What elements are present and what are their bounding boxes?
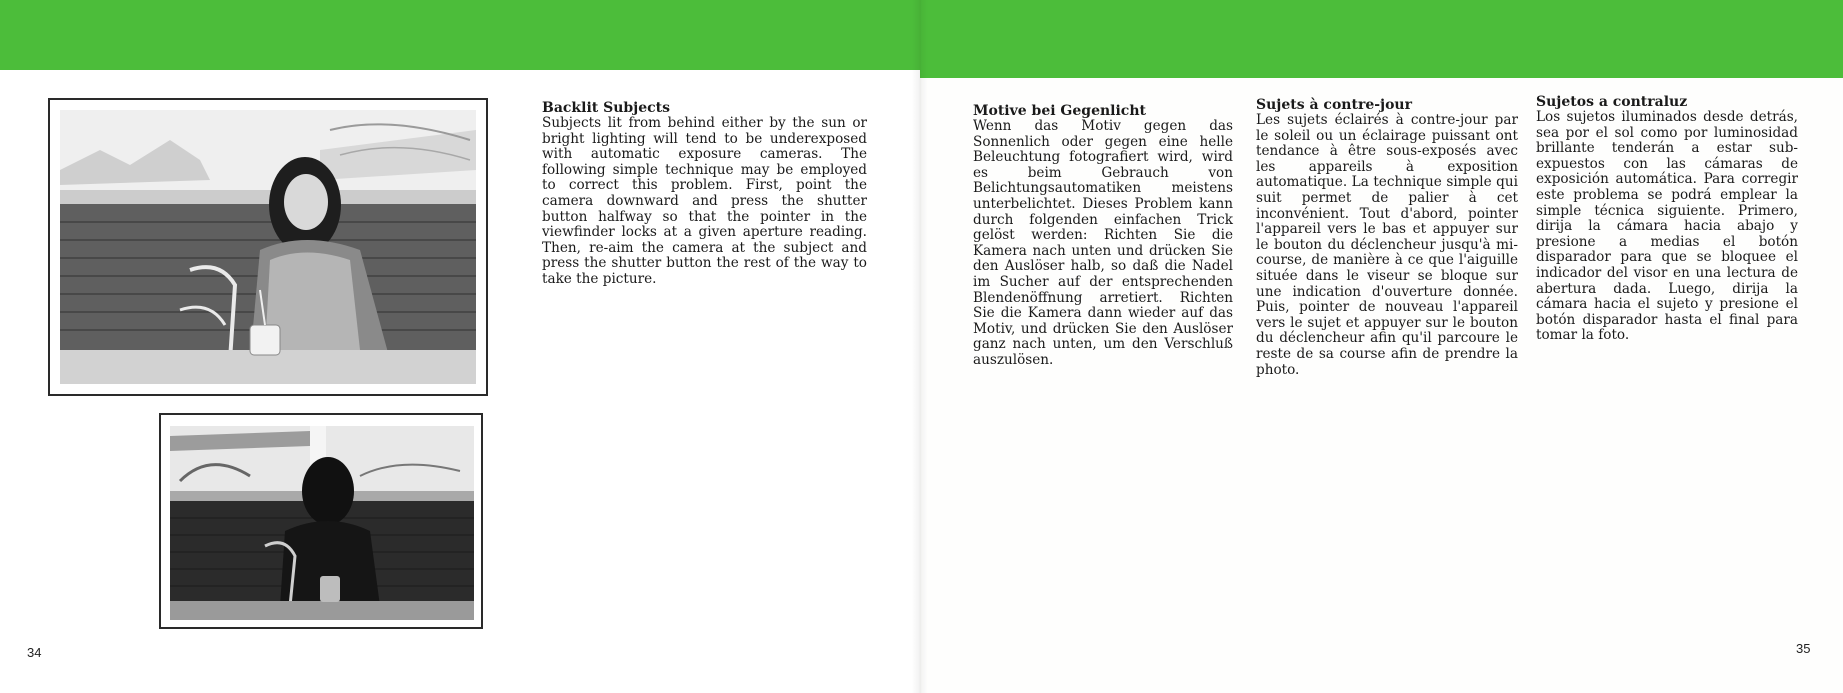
german-heading: Motive bei Gegenlicht (973, 103, 1146, 119)
english-section (542, 100, 867, 288)
german-body: Wenn das Motiv gegen das Sonnenlich oder gegen eine helle Beleuchtung fotografiert wird, wird es beim Gebrauch von Belichtungsautomatiken meistens unterbelichtet. Dieses Problem kann durch folgenden einfachen Trick gelöst werden: Richten Sie die Kamera nach unten und drücken Sie den Auslöser halb, so daß die Nadel im Sucher auf der entsprechenden Blendenöffnung arretiert. Richten Sie die Kamera dann wieder auf das Motiv, und drücken Sie den Auslöser ganz nach unten, um den Verschluß auszulösen. (973, 118, 1233, 368)
left-page (0, 0, 920, 693)
photo-icon (60, 110, 476, 384)
spanish-heading: Sujetos a contraluz (1536, 94, 1688, 110)
french-body: Les sujets éclairés à contre-jour par le soleil ou un éclairage puissant ont tendance à être sous-exposés avec les appareils à exposition automatique. La technique simple qui suit permet de palier à cet inconvénient. Tout d'abord, pointer l'appareil vers le bas et appuyer sur le bouton du déclencheur jusqu'à mi-course, de manière à ce que l'aiguille située dans le viseur se bloque sur une indication d'ouverture donnée. Puis, pointer de nouveau l'appareil vers le sujet et appuyer sur le bouton du déclencheur afin qu'il parcoure le reste de sa course afin de prendre la photo. (1256, 112, 1518, 378)
photo-icon (170, 426, 474, 620)
green-header-band (0, 0, 920, 70)
english-heading: Backlit Subjects (542, 100, 671, 116)
french-heading: Sujets à contre-jour (1256, 97, 1412, 113)
spanish-body: Los sujetos iluminados desde detrás, sea por el sol como por luminosidad brillante tenderán a estar sub-expuestos con las cámaras de exposición automática. Para corregir este problema se podrá emplear la simple técnica siguiente. Primero, dirija la cámara hacia abajo y presione a medias el botón disparador para que se bloquee el indicador del visor en una lectura de abertura dada. Luego, dirija la cámara hacia el sujeto y presione el botón disparador hasta el final para tomar la foto. (1536, 109, 1798, 344)
spanish-section (1536, 94, 1798, 344)
french-section (1256, 97, 1518, 378)
page-number-right: 35 (1796, 641, 1811, 656)
english-body: Subjects lit from behind either by the sun or bright lighting will tend to be underexposed with automatic exposure cameras. The following simple technique may be employed to correct this problem. First, point the camera downward and press the shutter button halfway so that the pointer in the viewfinder locks at a given aperture reading. Then, re-aim the camera at the subject and press the shutter button the rest of the way to take the picture. (542, 115, 867, 287)
green-header-band (920, 0, 1843, 78)
binding-gutter (912, 0, 928, 693)
photo-frame-large (48, 98, 488, 396)
right-page (920, 0, 1843, 693)
page-number-left: 34 (27, 645, 42, 660)
german-section (973, 103, 1233, 369)
photo-frame-small (159, 413, 483, 629)
